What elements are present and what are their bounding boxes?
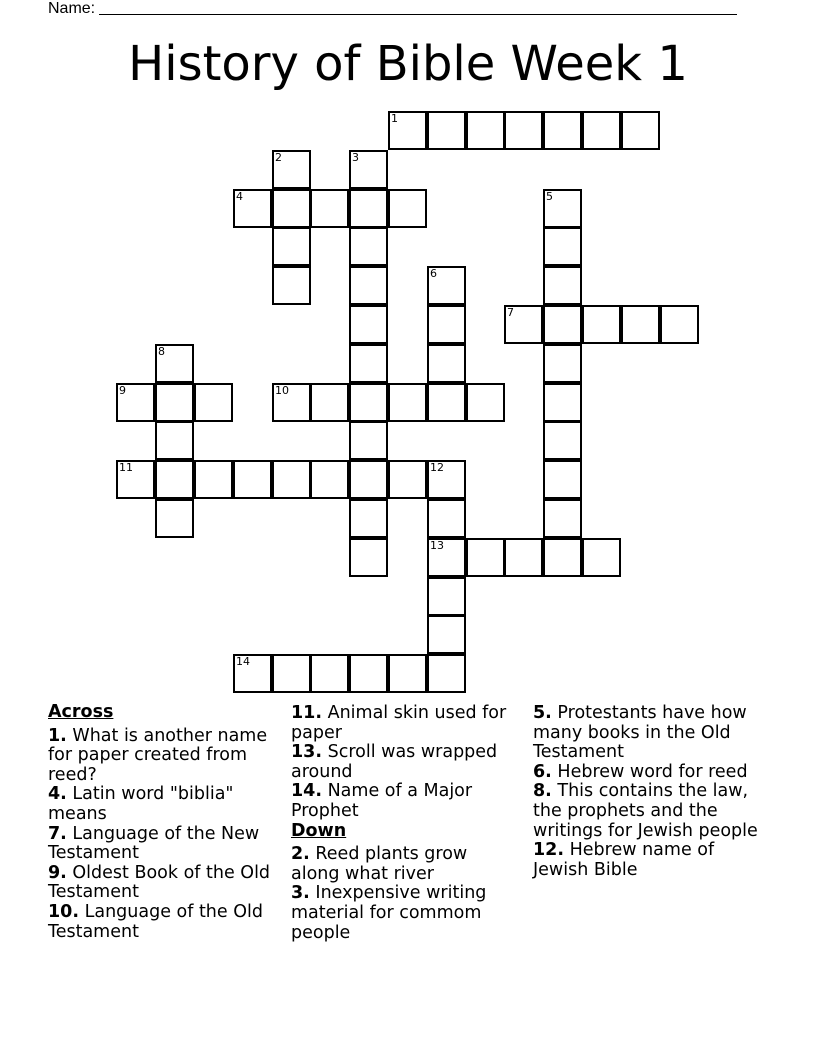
clue-across-10 [48,903,278,942]
clue-across-9 [48,864,278,903]
grid-cell[interactable] [543,344,582,383]
grid-cell[interactable] [388,460,427,499]
grid-cell[interactable] [543,111,582,150]
grid-cell[interactable] [427,383,466,422]
grid-cell[interactable] [504,538,543,577]
cell-number: 14 [236,655,250,668]
grid-cell[interactable] [427,460,466,499]
grid-cell[interactable] [310,654,349,693]
grid-cell[interactable] [349,344,388,383]
clue-text: Language of the New Testament [48,823,260,864]
clue-number: 3. [291,883,310,904]
clue-text: Inexpensive writing material for commom people [291,883,487,943]
grid-cell[interactable] [310,460,349,499]
clue-across-1 [48,727,278,786]
clue-number: 10. [48,901,80,922]
down-heading: Down [291,820,347,841]
grid-cell[interactable] [543,460,582,499]
grid-cell[interactable] [660,305,699,344]
grid-cell[interactable] [310,189,349,228]
grid-cell[interactable] [504,111,543,150]
grid-cell[interactable] [621,305,660,344]
clue-number: 1. [48,725,67,746]
clue-number: 5. [533,703,552,723]
cell-number: 5 [546,190,553,203]
clue-number: 11. [291,703,323,723]
cell-number: 10 [275,384,289,397]
grid-cell[interactable] [349,227,388,266]
cell-number: 3 [352,151,359,164]
grid-cell[interactable] [272,266,311,305]
clues-column-2 [291,704,519,943]
grid-cell[interactable] [543,305,582,344]
grid-cell[interactable] [427,538,466,577]
name-label: Name: [48,0,96,17]
clue-across-14 [291,782,519,821]
grid-cell[interactable] [272,227,311,266]
clue-text: Oldest Book of the Old Testament [48,862,271,903]
name-blank-line[interactable] [99,0,737,15]
grid-cell[interactable] [155,421,194,460]
grid-cell[interactable] [427,305,466,344]
grid-cell[interactable] [194,460,233,499]
grid-cell[interactable] [116,383,155,422]
cell-number: 9 [119,384,126,397]
cell-number: 4 [236,190,243,203]
grid-cell[interactable] [466,111,505,150]
grid-cell[interactable] [349,654,388,693]
grid-cell[interactable] [543,227,582,266]
clue-text: Hebrew word for reed [557,761,748,782]
clue-down-2 [291,845,519,884]
clue-number: 2. [291,844,310,865]
grid-cell[interactable] [388,383,427,422]
clue-down-6 [533,763,773,783]
clue-across-11 [291,704,519,743]
cell-number: 11 [119,461,133,474]
clue-text: This contains the law, the prophets and the writings for Jewish people [533,781,758,841]
clues-column-1 [48,703,278,942]
clue-number: 9. [48,862,67,883]
clue-text: Reed plants grow along what river [291,844,468,884]
grid-cell[interactable] [427,577,466,616]
clue-number: 14. [291,781,323,802]
clue-down-3 [291,884,519,943]
grid-cell[interactable] [272,150,311,189]
grid-cell[interactable] [543,383,582,422]
name-field [48,0,737,18]
grid-cell[interactable] [349,189,388,228]
clue-text: Scroll was wrapped around [291,742,498,782]
grid-cell[interactable] [427,615,466,654]
grid-cell[interactable] [388,111,427,150]
clue-across-4 [48,785,278,824]
grid-cell[interactable] [621,111,660,150]
cell-number: 13 [430,539,444,552]
clue-text: What is another name for paper created from reed? [48,725,268,785]
grid-cell[interactable] [272,189,311,228]
grid-cell[interactable] [349,383,388,422]
grid-cell[interactable] [582,538,621,577]
clue-number: 6. [533,761,552,782]
grid-cell[interactable] [349,305,388,344]
clue-down-12 [533,841,773,880]
grid-cell[interactable] [388,654,427,693]
grid-cell[interactable] [349,421,388,460]
grid-cell[interactable] [543,421,582,460]
grid-cell[interactable] [233,460,272,499]
grid-cell[interactable] [349,499,388,538]
grid-cell[interactable] [388,189,427,228]
clue-across-13 [291,743,519,782]
grid-cell[interactable] [543,538,582,577]
grid-cell[interactable] [349,266,388,305]
grid-cell[interactable] [155,499,194,538]
grid-cell[interactable] [427,266,466,305]
grid-cell[interactable] [233,654,272,693]
clue-number: 8. [533,781,552,802]
clue-text: Latin word "biblia" means [48,784,234,824]
grid-cell[interactable] [543,499,582,538]
cell-number: 8 [158,345,165,358]
grid-cell[interactable] [349,538,388,577]
grid-cell[interactable] [272,654,311,693]
cell-number: 7 [507,306,514,319]
cell-number: 6 [430,267,437,280]
cell-number: 2 [275,151,282,164]
grid-cell[interactable] [155,383,194,422]
clue-down-5 [533,704,773,763]
grid-cell[interactable] [272,460,311,499]
clues-column-3 [533,704,773,880]
grid-cell[interactable] [504,305,543,344]
grid-cell[interactable] [233,189,272,228]
grid-cell[interactable] [427,499,466,538]
grid-cell[interactable] [466,538,505,577]
clue-text: Language of the Old Testament [48,901,263,942]
clue-number: 4. [48,784,67,805]
clue-text: Hebrew name of Jewish Bible [533,840,715,880]
grid-cell[interactable] [466,383,505,422]
cell-number: 1 [391,112,398,125]
grid-cell[interactable] [427,111,466,150]
grid-cell[interactable] [543,189,582,228]
grid-cell[interactable] [194,383,233,422]
cell-number: 12 [430,461,444,474]
across-heading: Across [48,702,114,722]
grid-cell[interactable] [272,383,311,422]
grid-cell[interactable] [155,460,194,499]
clue-number: 12. [533,840,565,861]
grid-cell[interactable] [349,460,388,499]
grid-cell[interactable] [582,305,621,344]
grid-cell[interactable] [427,344,466,383]
grid-cell[interactable] [349,150,388,189]
grid-cell[interactable] [582,111,621,150]
grid-cell[interactable] [116,460,155,499]
page-title: History of Bible Week 1 [128,36,688,92]
clue-text: Animal skin used for paper [291,703,507,743]
grid-cell[interactable] [427,654,466,693]
clue-text: Name of a Major Prophet [291,781,473,821]
clue-across-7 [48,825,278,864]
grid-cell[interactable] [310,383,349,422]
grid-cell[interactable] [543,266,582,305]
grid-cell[interactable] [155,344,194,383]
clue-number: 7. [48,823,67,844]
clue-down-8 [533,782,773,841]
clue-text: Protestants have how many books in the Old Testament [533,703,747,763]
clue-number: 13. [291,742,323,763]
